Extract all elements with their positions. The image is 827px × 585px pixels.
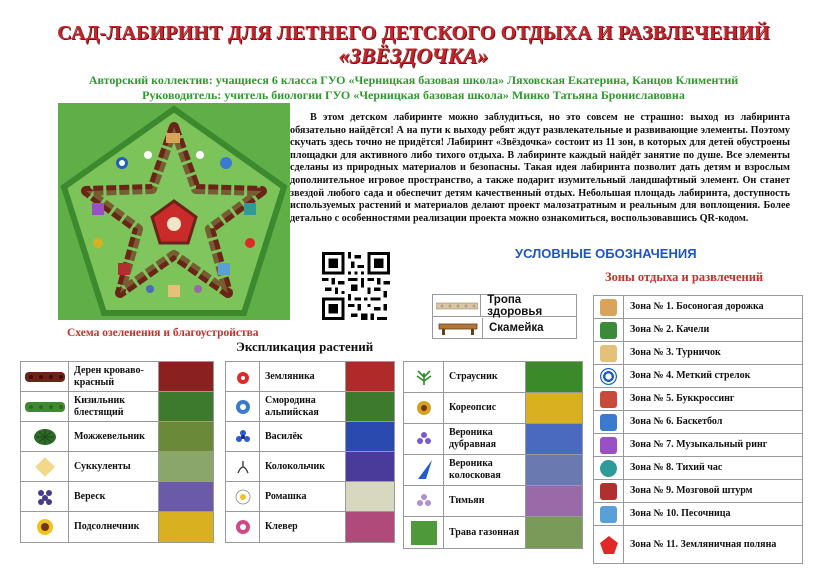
plant-name: Вероника дубравная [444,424,526,454]
table-row [226,512,394,542]
zone-label: Зона № 1. Босоногая дорожка [630,301,764,312]
zone-row [594,503,802,526]
plant-name: Страусник [444,362,526,392]
plant-name: Земляника [260,362,346,391]
barefoot-path-icon [600,299,617,316]
plant-photo [159,422,213,451]
legend-row [433,317,576,339]
zone-row [594,457,802,480]
plant-photo [346,482,394,511]
table-row [404,455,582,486]
zone-label: Зона № 8. Тихий час [630,462,723,473]
authors-block [0,73,827,103]
zones-table [593,295,803,564]
plants-table-1 [20,361,214,543]
plant-name: Подсолнечник [69,512,159,542]
plant-photo [526,486,582,516]
plant-name: Вероника колосковая [444,455,526,485]
legend-row [433,295,576,317]
hedge-green-icon [21,392,69,421]
table-row [404,424,582,455]
plant-name: Колокольчик [260,452,346,481]
table-row [21,482,213,512]
table-row [21,392,213,422]
zone-row [594,434,802,457]
sandbox-icon [600,506,617,523]
path-icon [433,295,481,316]
plant-photo [346,392,394,421]
swing-icon [600,322,617,339]
table-row [404,486,582,517]
zone-row [594,526,802,563]
table-row [226,362,394,392]
legend-table [432,294,577,339]
plant-photo [526,393,582,423]
zone-label: Зона № 6. Баскетбол [630,416,723,427]
project-description: В этом детском лабиринте можно заблудиться, но это совсем не страшно: выход из лабиринта обязательно найдётся! А на пути к выходу ребят ждут развлекательные и развивающие элементы. Поэтому скучать здесь точно не придётся! Лабиринт «Звёздочка» состоит из 11 зон, в которых для детей обустроены площадки для активного либо тихого отдыха. В лабиринте каждый найдёт занятие по душе. Все элементы сделаны из природных материалов и безопасны. Такая идея лабиринта позволит дать детям и взрослым дополнительное игровое пространство, а также подарит изумительный ландшафтный элемент. Он станет звездой любого сада и обеспечит детям качественный отдых. Небольшая площадь лабиринта, доступность используемых растений и материалов делают проект малозатратным и реальным для воплощения. Более детально с особенностями реализации проекта можно ознакомиться, воспользовавшись QR-кодом. [290,112,790,224]
zone-label: Зона № 5. Буккроссинг [630,393,735,404]
table-row [404,517,582,548]
authors-supervisor: Руководитель: учитель биологии ГУО «Черницкая базовая школа» Минко Татьяна Брониславовна [142,88,685,102]
plant-name: Ромашка [260,482,346,511]
page-subtitle: «ЗВЁЗДОЧКА» [338,43,489,68]
garden-plan-drawing [58,103,290,320]
plant-photo [346,362,394,391]
plant-photo [159,362,213,391]
zone-row [594,388,802,411]
currant-icon [226,392,260,421]
plant-name: Дерен кроваво-красный [69,362,159,391]
horizontal-bar-icon [600,345,617,362]
basketball-icon [600,414,617,431]
zones-title: Зоны отдыха и развлечений [605,270,764,284]
table-row [226,392,394,422]
legend-label: Скамейка [489,322,544,334]
bench-icon [433,318,483,339]
plant-name: Вереск [69,482,159,511]
target-icon [600,368,617,385]
table-row [226,452,394,482]
page-title: САД-ЛАБИРИНТ ДЛЯ ЛЕТНЕГО ДЕТСКОГО ОТДЫХА И РАЗВЛЕЧЕНИЙ [57,22,770,44]
plant-photo [159,512,213,542]
pentagon-icon [599,535,619,555]
explication-title: Экспликация растений [236,339,374,354]
zone-label: Зона № 7. Музыкальный ринг [630,439,768,450]
zone-row [594,480,802,503]
plant-photo [159,452,213,481]
legend-title: УСЛОВНЫЕ ОБОЗНАЧЕНИЯ [515,246,697,261]
cornflower-icon [226,422,260,451]
zone-row [594,296,802,319]
plant-photo [346,452,394,481]
table-row [21,452,213,482]
table-row [21,512,213,542]
coreopsis-icon [404,393,444,423]
zone-row [594,365,802,388]
zone-label: Зона № 9. Мозговой штурм [630,485,753,496]
juniper-icon [21,422,69,451]
table-row [226,422,394,452]
hammock-icon [600,460,617,477]
sunflower-icon [21,512,69,542]
plant-name: Трава газонная [444,517,526,548]
authors-collective: Авторский коллектив: учащиеся 6 класса ГУО «Черницкая базовая школа» Ляховская Екатерина, Канцов Климентий [88,73,739,87]
plant-name: Василёк [260,422,346,451]
plant-name: Суккуленты [69,452,159,481]
plant-photo [526,517,582,548]
table-row [404,362,582,393]
plant-photo [159,482,213,511]
table-row [226,482,394,512]
succulent-icon [21,452,69,481]
plant-photo [526,362,582,392]
table-row [21,422,213,452]
plant-photo [526,424,582,454]
chamomile-icon [226,482,260,511]
bellflower-icon [226,452,260,481]
zone-row [594,411,802,434]
plant-photo [526,455,582,485]
plants-table-3 [403,361,583,549]
plant-photo [346,512,394,542]
books-icon [600,391,617,408]
chess-icon [600,483,617,500]
hedge-red-icon [21,362,69,391]
plant-name: Кореопсис [444,393,526,423]
music-icon [600,437,617,454]
strawberry-icon [226,362,260,391]
table-row [404,393,582,424]
zone-label: Зона № 4. Меткий стрелок [630,370,751,381]
thyme-icon [404,486,444,516]
plant-name: Тимьян [444,486,526,516]
veronica-spike-icon [404,455,444,485]
zone-label: Зона № 2. Качели [630,324,710,335]
clover-icon [226,512,260,542]
qr-code[interactable] [322,252,390,320]
heather-icon [21,482,69,511]
plant-photo [159,392,213,421]
zone-label: Зона № 10. Песочница [630,508,731,519]
zone-label: Зона № 11. Земляничная поляна [630,538,777,550]
plan-caption: Схема озеленения и благоустройства [67,327,259,339]
zone-label: Зона № 3. Турничок [630,347,721,358]
plant-name: Смородина альпийская [260,392,346,421]
garden-plan [58,103,290,320]
plant-photo [346,422,394,451]
zone-row [594,319,802,342]
plant-name: Можжевельник [69,422,159,451]
plant-name: Клевер [260,512,346,542]
fern-icon [404,362,444,392]
table-row [21,362,213,392]
legend-label: Тропа здоровья [487,293,543,318]
plants-table-2 [225,361,395,543]
zone-row [594,342,802,365]
plant-name: Кизильник блестящий [69,392,159,421]
lawn-icon [404,517,444,548]
qr-code-icon [322,252,390,320]
veronica-icon [404,424,444,454]
